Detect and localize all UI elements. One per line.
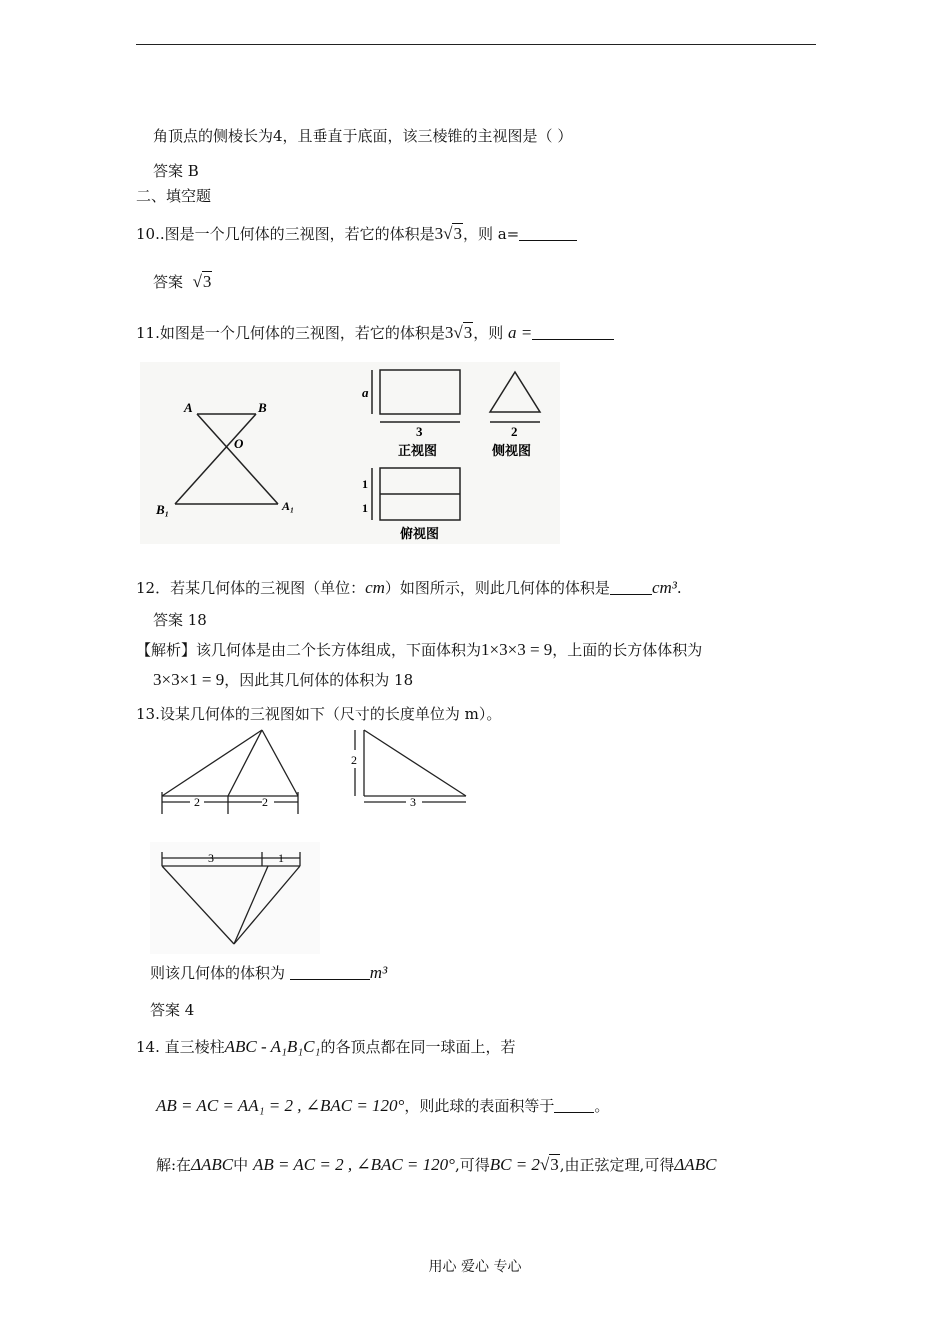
- figure-q13: [150, 722, 480, 954]
- dim-1-top: 1: [362, 477, 368, 491]
- side-view-label: 侧视图: [492, 443, 532, 458]
- analysis-12-line2: 3×3×1 = 9，因此其几何体的体积为 18: [153, 670, 414, 689]
- answer-blank: [532, 325, 614, 340]
- dim-2-left: 2: [194, 795, 200, 809]
- dim-2: 2: [511, 424, 518, 439]
- label-O: O: [234, 436, 244, 451]
- front-view-label: 正视图: [398, 443, 438, 458]
- dim-2-height: 2: [351, 753, 357, 767]
- question-11: 11.如图是一个几何体的三视图，若它的体积是3√3，则 a =: [136, 323, 614, 343]
- analysis-12-line1: 【解析】该几何体是由二个长方体组成，下面体积为1×3×3 = 9，上面的长方体体积为: [136, 640, 703, 659]
- page-footer: 用心 爱心 专心: [428, 1259, 522, 1275]
- question-13-volume: 则该几何体的体积为 m³: [150, 963, 388, 982]
- answer-blank: [610, 580, 652, 595]
- dim-2-right: 2: [262, 795, 268, 809]
- top-view-label: 俯视图: [400, 526, 440, 541]
- label-A: A: [184, 400, 193, 415]
- answer-12: 答案 18: [153, 611, 207, 629]
- answer-13: 答案 4: [150, 1001, 195, 1019]
- answer-10: 答案 √3: [153, 272, 212, 291]
- answer-blank: [290, 965, 370, 980]
- question-14-condition: AB = AC = AA₁ = 2 , ∠BAC = 120°，则此球的表面积等于 。: [156, 1096, 610, 1115]
- dim-3-side: 3: [410, 795, 416, 809]
- question-10: 10..图是一个几何体的三视图，若它的体积是3√3，则 a=: [136, 224, 577, 244]
- question-14: 14. 直三棱柱ABC - A₁B₁C₁的各顶点都在同一球面上，若: [136, 1037, 516, 1056]
- label-A1: A₁: [282, 499, 295, 513]
- section-heading: 二、填空题: [136, 187, 212, 205]
- answer-9: 答案 B: [153, 162, 199, 180]
- dim-3-top: 3: [208, 851, 214, 865]
- figure-q11: [140, 362, 560, 544]
- dim-1-bottom: 1: [362, 501, 368, 515]
- header-rule: [136, 44, 816, 45]
- question-13: 13.设某几何体的三视图如下（尺寸的长度单位为 m）。: [136, 705, 502, 723]
- q10-volume: 3√3: [434, 224, 462, 243]
- answer-blank: [554, 1098, 594, 1113]
- dim-1-top: 1: [278, 851, 284, 865]
- question-12: 12．若某几何体的三视图（单位：cm）如图所示，则此几何体的体积是 cm³.: [136, 578, 682, 597]
- label-B1: B₁: [156, 502, 170, 517]
- answer-blank: [519, 226, 577, 241]
- question-9-tail: 角顶点的侧棱长为4，且垂直于底面，该三棱锥的主视图是（ ）: [153, 127, 573, 145]
- solution-14: 解:在ΔABC中 AB = AC = 2 , ∠BAC = 120°,可得BC = 2√3,由正弦定理,可得ΔABC: [156, 1155, 717, 1174]
- dim-a: a: [362, 385, 369, 400]
- label-B: B: [258, 400, 267, 415]
- dim-3: 3: [416, 424, 423, 439]
